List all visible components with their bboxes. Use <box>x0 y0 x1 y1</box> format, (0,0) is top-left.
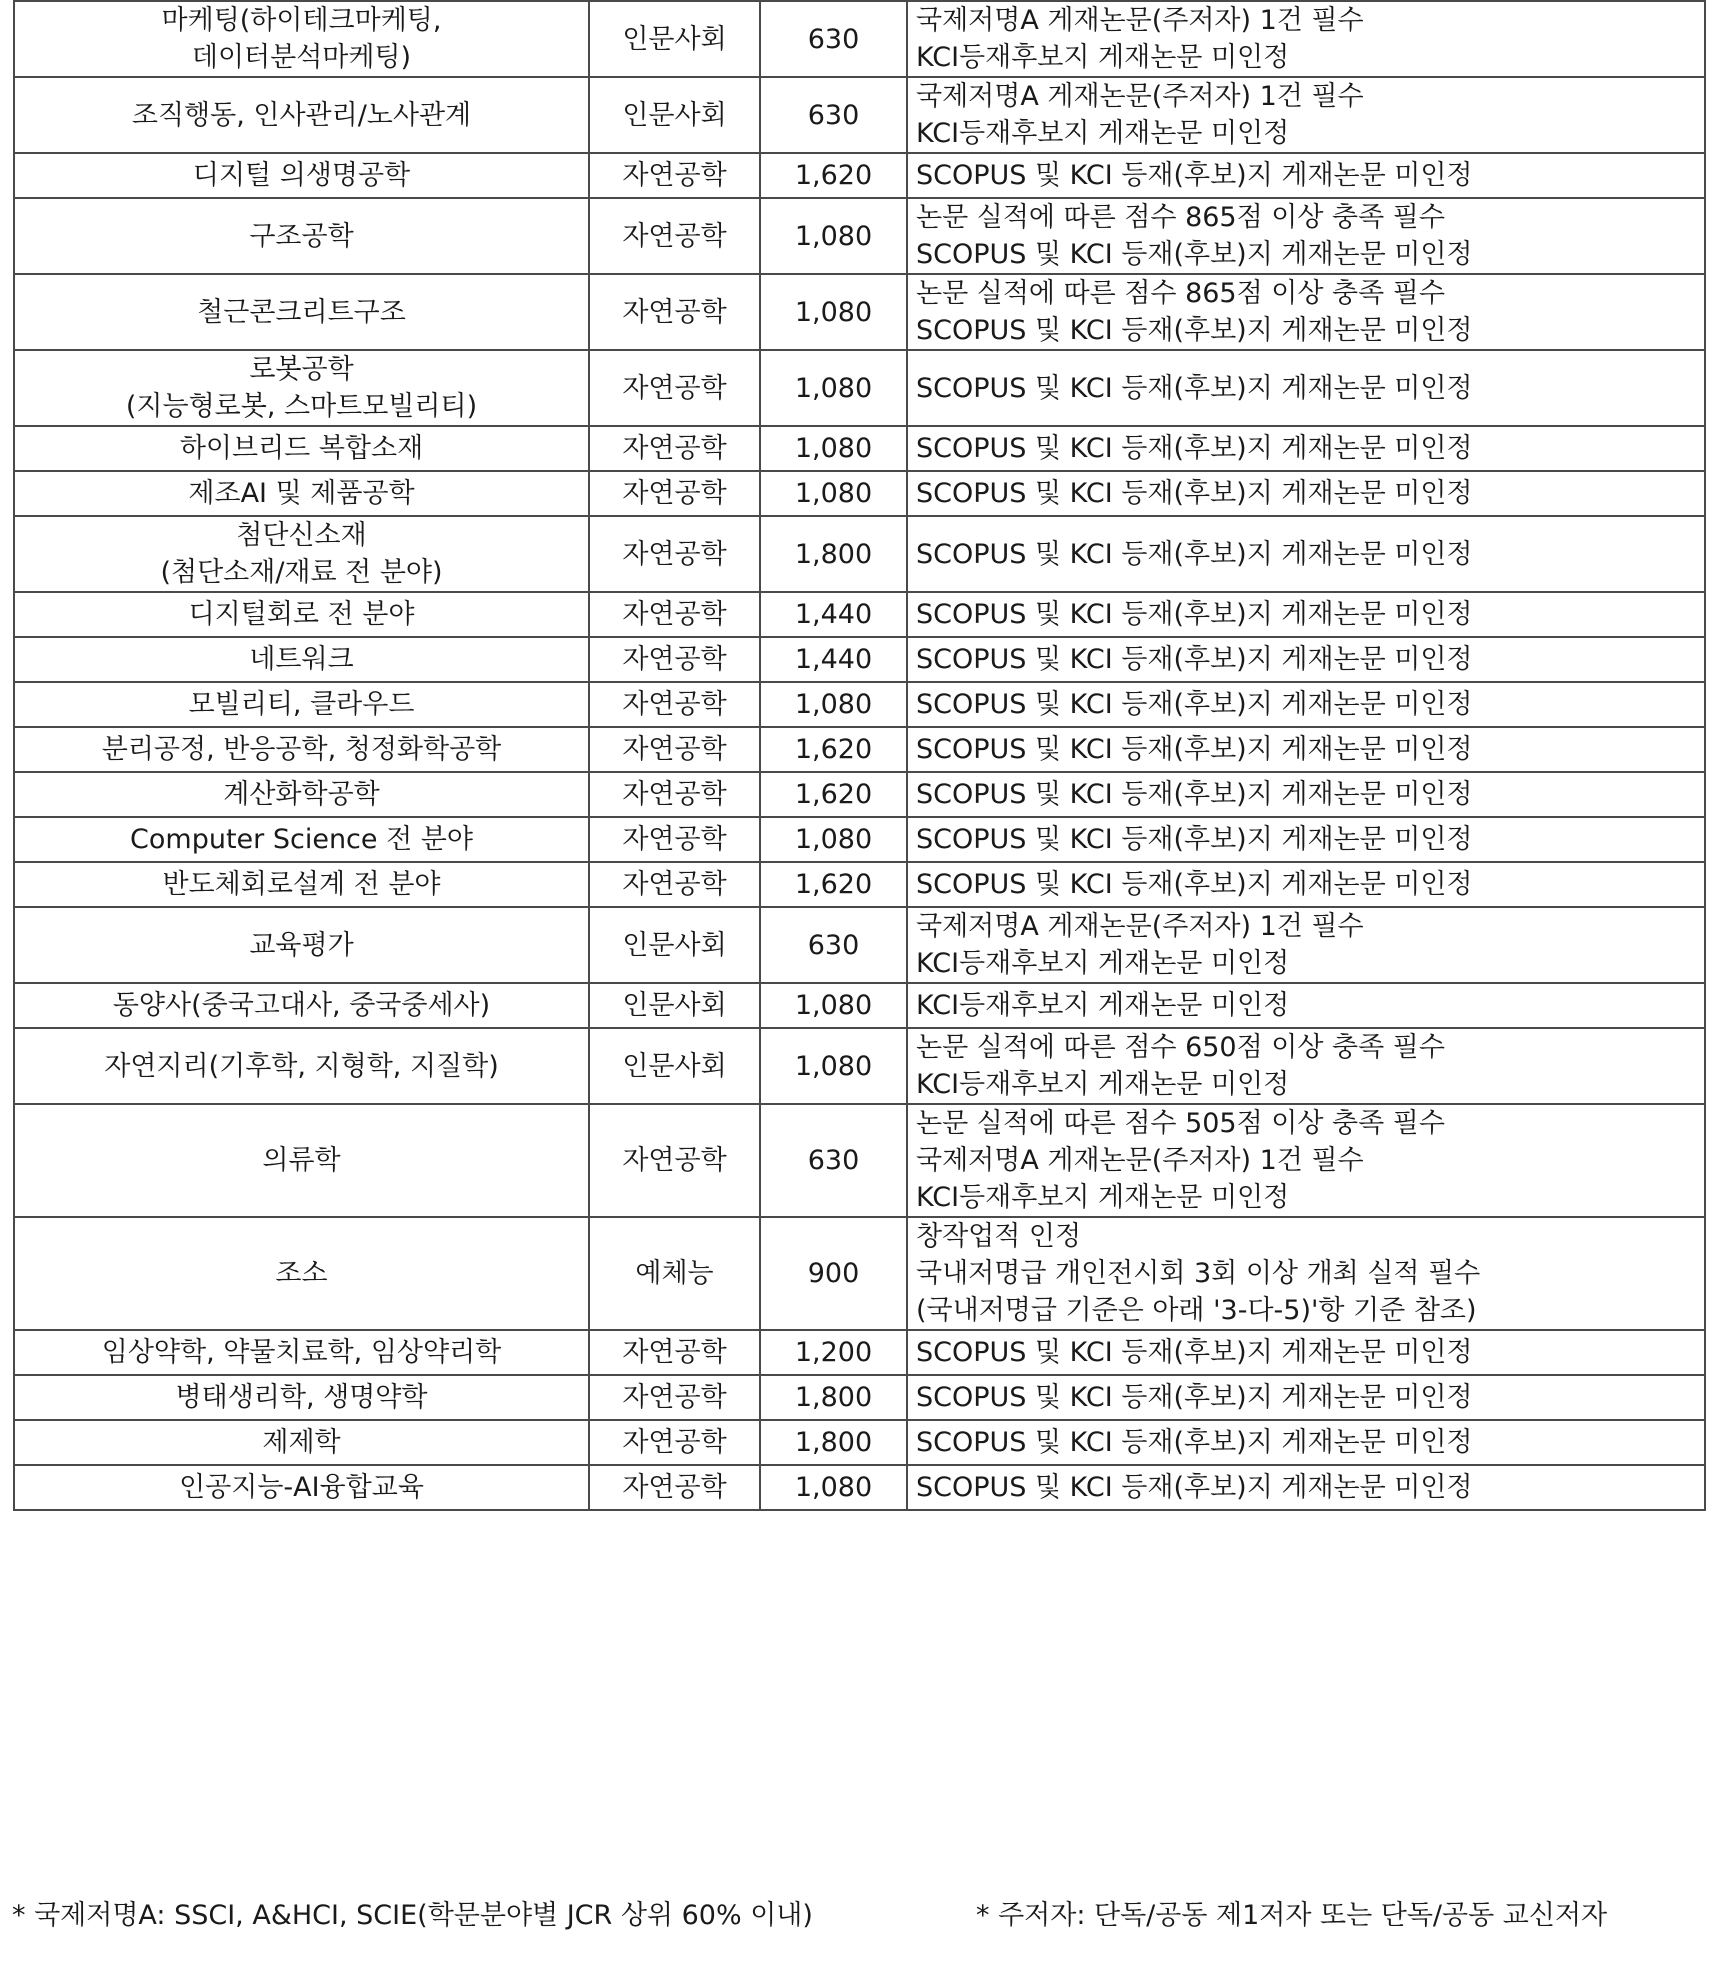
requirement-cell: SCOPUS 및 KCI 등재(후보)지 게재논문 미인정 <box>907 637 1705 682</box>
score-cell: 1,080 <box>760 1028 907 1104</box>
field-name-cell: 계산화학공학 <box>14 772 589 817</box>
requirement-cell: SCOPUS 및 KCI 등재(후보)지 게재논문 미인정 <box>907 727 1705 772</box>
category-cell: 자연공학 <box>589 1375 760 1420</box>
table-row <box>14 983 1705 1028</box>
table-row <box>14 1104 1705 1217</box>
category-cell: 자연공학 <box>589 516 760 592</box>
table-row <box>14 471 1705 516</box>
footnote-journal-definition: * 국제저명A: SSCI, A&HCI, SCIE(학문분야별 JCR 상위 60% 이내) <box>12 1900 813 1931</box>
category-cell: 자연공학 <box>589 198 760 274</box>
score-cell: 1,800 <box>760 1375 907 1420</box>
table-row <box>14 516 1705 592</box>
requirement-cell: 국제저명A 게재논문(주저자) 1건 필수 KCI등재후보지 게재논문 미인정 <box>907 1 1705 77</box>
score-cell: 1,800 <box>760 516 907 592</box>
requirement-cell: KCI등재후보지 게재논문 미인정 <box>907 983 1705 1028</box>
category-cell: 자연공학 <box>589 426 760 471</box>
category-cell: 인문사회 <box>589 983 760 1028</box>
table-row <box>14 153 1705 198</box>
category-cell: 인문사회 <box>589 1028 760 1104</box>
score-cell: 630 <box>760 907 907 983</box>
requirement-cell: SCOPUS 및 KCI 등재(후보)지 게재논문 미인정 <box>907 1375 1705 1420</box>
requirement-cell: SCOPUS 및 KCI 등재(후보)지 게재논문 미인정 <box>907 516 1705 592</box>
requirement-cell: 논문 실적에 따른 점수 505점 이상 충족 필수 국제저명A 게재논문(주저자) 1건 필수 KCI등재후보지 게재논문 미인정 <box>907 1104 1705 1217</box>
table-row <box>14 1028 1705 1104</box>
field-name-cell: 인공지능-AI융합교육 <box>14 1465 589 1510</box>
score-cell: 1,440 <box>760 592 907 637</box>
score-cell: 630 <box>760 77 907 153</box>
score-cell: 1,440 <box>760 637 907 682</box>
field-name-cell: 임상약학, 약물치료학, 임상약리학 <box>14 1330 589 1375</box>
requirement-cell: 창작업적 인정 국내저명급 개인전시회 3회 이상 개최 실적 필수 (국내저명급 기준은 아래 '3-다-5)'항 기준 참조) <box>907 1217 1705 1330</box>
requirement-cell: 국제저명A 게재논문(주저자) 1건 필수 KCI등재후보지 게재논문 미인정 <box>907 907 1705 983</box>
category-cell: 자연공학 <box>589 1465 760 1510</box>
table-row <box>14 862 1705 907</box>
field-name-cell: 디지털 의생명공학 <box>14 153 589 198</box>
field-name-cell: 로봇공학 (지능형로봇, 스마트모빌리티) <box>14 350 589 426</box>
table-row <box>14 1217 1705 1330</box>
requirement-cell: SCOPUS 및 KCI 등재(후보)지 게재논문 미인정 <box>907 682 1705 727</box>
requirement-cell: SCOPUS 및 KCI 등재(후보)지 게재논문 미인정 <box>907 1465 1705 1510</box>
requirement-cell: SCOPUS 및 KCI 등재(후보)지 게재논문 미인정 <box>907 471 1705 516</box>
requirement-cell: 국제저명A 게재논문(주저자) 1건 필수 KCI등재후보지 게재논문 미인정 <box>907 77 1705 153</box>
category-cell: 자연공학 <box>589 772 760 817</box>
score-cell: 1,620 <box>760 772 907 817</box>
table-row <box>14 274 1705 350</box>
table-row <box>14 77 1705 153</box>
field-name-cell: 의류학 <box>14 1104 589 1217</box>
field-name-cell: 제제학 <box>14 1420 589 1465</box>
score-cell: 1,080 <box>760 471 907 516</box>
category-cell: 자연공학 <box>589 1330 760 1375</box>
score-cell: 630 <box>760 1104 907 1217</box>
field-name-cell: 반도체회로설계 전 분야 <box>14 862 589 907</box>
field-name-cell: 자연지리(기후학, 지형학, 지질학) <box>14 1028 589 1104</box>
requirement-cell: SCOPUS 및 KCI 등재(후보)지 게재논문 미인정 <box>907 1420 1705 1465</box>
table-row <box>14 198 1705 274</box>
score-cell: 900 <box>760 1217 907 1330</box>
field-name-cell: 첨단신소재 (첨단소재/재료 전 분야) <box>14 516 589 592</box>
table-row <box>14 350 1705 426</box>
score-cell: 1,080 <box>760 682 907 727</box>
table-row <box>14 592 1705 637</box>
table-row <box>14 1375 1705 1420</box>
category-cell: 자연공학 <box>589 637 760 682</box>
table-row <box>14 1330 1705 1375</box>
requirement-cell: 논문 실적에 따른 점수 865점 이상 충족 필수 SCOPUS 및 KCI 등재(후보)지 게재논문 미인정 <box>907 198 1705 274</box>
table-row <box>14 1465 1705 1510</box>
field-name-cell: 구조공학 <box>14 198 589 274</box>
score-cell: 1,620 <box>760 862 907 907</box>
category-cell: 자연공학 <box>589 350 760 426</box>
category-cell: 자연공학 <box>589 727 760 772</box>
table-row <box>14 1 1705 77</box>
category-cell: 인문사회 <box>589 77 760 153</box>
category-cell: 자연공학 <box>589 274 760 350</box>
field-name-cell: 동양사(중국고대사, 중국중세사) <box>14 983 589 1028</box>
field-name-cell: 제조AI 및 제품공학 <box>14 471 589 516</box>
table-row <box>14 727 1705 772</box>
category-cell: 예체능 <box>589 1217 760 1330</box>
category-cell: 자연공학 <box>589 1420 760 1465</box>
score-cell: 1,080 <box>760 1465 907 1510</box>
field-name-cell: 분리공정, 반응공학, 청정화학공학 <box>14 727 589 772</box>
table-row <box>14 637 1705 682</box>
requirement-cell: SCOPUS 및 KCI 등재(후보)지 게재논문 미인정 <box>907 862 1705 907</box>
category-cell: 자연공학 <box>589 153 760 198</box>
requirement-cell: SCOPUS 및 KCI 등재(후보)지 게재논문 미인정 <box>907 426 1705 471</box>
field-name-cell: 조소 <box>14 1217 589 1330</box>
table-row <box>14 772 1705 817</box>
field-name-cell: 네트워크 <box>14 637 589 682</box>
category-cell: 자연공학 <box>589 471 760 516</box>
field-name-cell: 조직행동, 인사관리/노사관계 <box>14 77 589 153</box>
score-cell: 1,080 <box>760 983 907 1028</box>
field-name-cell: 하이브리드 복합소재 <box>14 426 589 471</box>
field-name-cell: 모빌리티, 클라우드 <box>14 682 589 727</box>
field-name-cell: Computer Science 전 분야 <box>14 817 589 862</box>
score-cell: 1,620 <box>760 153 907 198</box>
requirement-cell: SCOPUS 및 KCI 등재(후보)지 게재논문 미인정 <box>907 350 1705 426</box>
score-cell: 1,080 <box>760 817 907 862</box>
table-row <box>14 1420 1705 1465</box>
score-cell: 1,620 <box>760 727 907 772</box>
score-cell: 1,200 <box>760 1330 907 1375</box>
table-row <box>14 817 1705 862</box>
requirement-cell: SCOPUS 및 KCI 등재(후보)지 게재논문 미인정 <box>907 153 1705 198</box>
footnotes <box>0 1897 1720 1941</box>
requirement-cell: 논문 실적에 따른 점수 650점 이상 충족 필수 KCI등재후보지 게재논문 미인정 <box>907 1028 1705 1104</box>
score-cell: 1,080 <box>760 274 907 350</box>
category-cell: 자연공학 <box>589 592 760 637</box>
field-name-cell: 교육평가 <box>14 907 589 983</box>
field-name-cell: 디지털회로 전 분야 <box>14 592 589 637</box>
field-name-cell: 철근콘크리트구조 <box>14 274 589 350</box>
category-cell: 자연공학 <box>589 1104 760 1217</box>
field-name-cell: 마케팅(하이테크마케팅, 데이터분석마케팅) <box>14 1 589 77</box>
requirement-cell: SCOPUS 및 KCI 등재(후보)지 게재논문 미인정 <box>907 1330 1705 1375</box>
score-cell: 1,080 <box>760 350 907 426</box>
requirements-table <box>13 0 1706 1511</box>
requirement-cell: SCOPUS 및 KCI 등재(후보)지 게재논문 미인정 <box>907 817 1705 862</box>
requirement-cell: 논문 실적에 따른 점수 865점 이상 충족 필수 SCOPUS 및 KCI 등재(후보)지 게재논문 미인정 <box>907 274 1705 350</box>
table-row <box>14 907 1705 983</box>
category-cell: 자연공학 <box>589 682 760 727</box>
category-cell: 인문사회 <box>589 907 760 983</box>
score-cell: 630 <box>760 1 907 77</box>
table-row <box>14 682 1705 727</box>
table-row <box>14 426 1705 471</box>
category-cell: 자연공학 <box>589 817 760 862</box>
requirement-cell: SCOPUS 및 KCI 등재(후보)지 게재논문 미인정 <box>907 592 1705 637</box>
score-cell: 1,080 <box>760 426 907 471</box>
requirement-cell: SCOPUS 및 KCI 등재(후보)지 게재논문 미인정 <box>907 772 1705 817</box>
score-cell: 1,800 <box>760 1420 907 1465</box>
category-cell: 자연공학 <box>589 862 760 907</box>
footnote-main-author-definition: * 주저자: 단독/공동 제1저자 또는 단독/공동 교신저자 <box>976 1900 1608 1931</box>
score-cell: 1,080 <box>760 198 907 274</box>
category-cell: 인문사회 <box>589 1 760 77</box>
requirements-table-body <box>14 1 1705 1510</box>
field-name-cell: 병태생리학, 생명약학 <box>14 1375 589 1420</box>
